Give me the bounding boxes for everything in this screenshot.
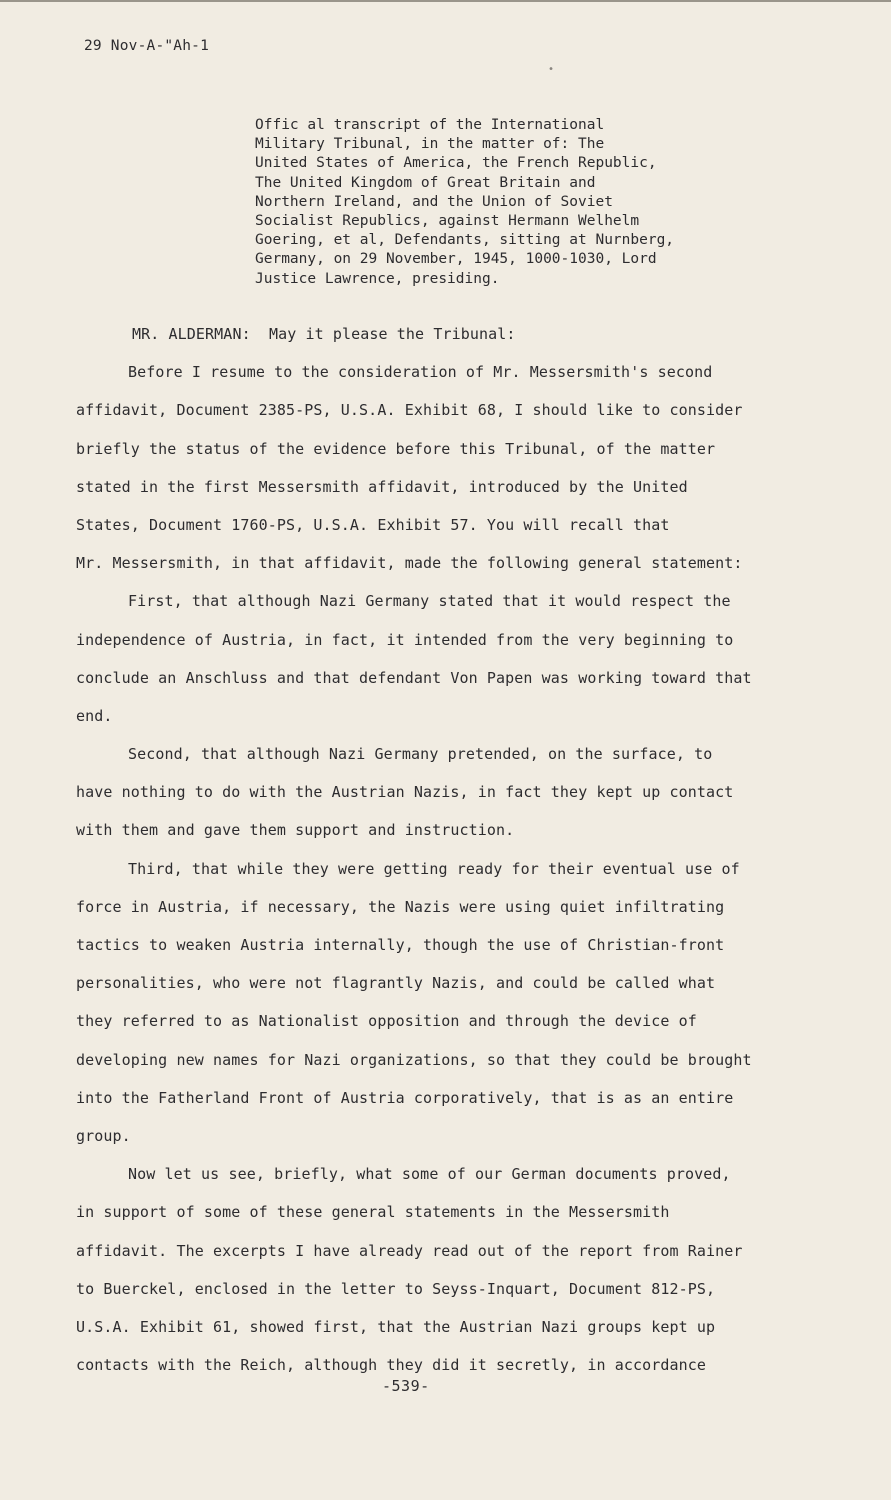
body-line: group. — [76, 1126, 131, 1145]
body-line: to Buerckel, enclosed in the letter to Seyss-Inquart, Document 812-PS, — [76, 1279, 716, 1298]
body-line: developing new names for Nazi organizations, so that they could be brought — [76, 1050, 752, 1069]
body-line: States, Document 1760-PS, U.S.A. Exhibit 57. You will recall that — [76, 515, 670, 534]
body-line: with them and gave them support and instruction. — [76, 821, 515, 840]
heading-line: Goering, et al, Defendants, sitting at Nurnberg, — [255, 232, 675, 249]
body-line: into the Fatherland Front of Austria corporatively, that is as an entire — [76, 1088, 734, 1107]
body-line: force in Austria, if necessary, the Nazis were using quiet infiltrating — [76, 897, 725, 916]
body-line: personalities, who were not flagrantly Nazis, and could be called what — [76, 974, 716, 993]
heading-line: Offic al transcript of the International — [255, 117, 605, 133]
body-line: Now let us see, briefly, what some of our German documents proved, — [128, 1165, 731, 1184]
body-line: they referred to as Nationalist opposition and through the device of — [76, 1012, 697, 1031]
transcript-body — [76, 315, 796, 1384]
heading-line: Justice Lawrence, presiding. — [255, 270, 500, 287]
body-line: conclude an Anschluss and that defendant Von Papen was working toward that — [76, 668, 752, 687]
body-line: have nothing to do with the Austrian Nazis, in fact they kept up contact — [76, 783, 734, 802]
body-line: Mr. Messersmith, in that affidavit, made the following general statement: — [76, 554, 743, 573]
body-line: Second, that although Nazi Germany pretended, on the surface, to — [128, 745, 713, 764]
page-number: -539- — [382, 1377, 430, 1395]
body-line: tactics to weaken Austria internally, though the use of Christian-front — [76, 936, 725, 954]
body-line: affidavit, Document 2385-PS, U.S.A. Exhibit 68, I should like to consider — [76, 401, 743, 420]
speaker-statement: May it please the Tribunal: — [268, 325, 516, 343]
body-line: stated in the first Messersmith affidavit, introduced by the United — [76, 477, 688, 496]
body-line: contacts with the Reich, although they did it secretly, in accordance — [76, 1356, 707, 1375]
page-header-reference: 29 Nov-A-"Ah-1 — [84, 38, 210, 54]
heading-line: Socialist Republics, against Hermann Welhelm — [255, 213, 640, 230]
body-line: briefly the status of the evidence before this Tribunal, of the matter — [76, 439, 716, 458]
heading-line: United States of America, the French Republic, — [255, 155, 657, 172]
heading-line: Germany, on 29 November, 1945, 1000-1030, Lord — [255, 251, 657, 268]
ink-speck: • — [548, 64, 555, 75]
body-line: end. — [76, 706, 113, 725]
heading-line: Military Tribunal, in the matter of: The — [255, 136, 605, 153]
speaker-name: MR. ALDERMAN: — [132, 325, 251, 343]
heading-line: The United Kingdom of Great Britain and — [255, 174, 596, 191]
body-line: affidavit. The excerpts I have already read out of the report from Rainer — [76, 1241, 743, 1260]
body-line: First, that although Nazi Germany stated that it would respect the — [128, 592, 731, 611]
body-line: Third, that while they were getting ready for their eventual use of — [128, 859, 740, 878]
body-line: U.S.A. Exhibit 61, showed first, that the Austrian Nazi groups kept up — [76, 1317, 716, 1336]
speaker-line — [76, 315, 796, 353]
heading-line: Northern Ireland, and the Union of Soviet — [255, 193, 613, 210]
body-line: Before I resume to the consideration of Mr. Messersmith's second — [128, 363, 713, 382]
body-line: independence of Austria, in fact, it intended from the very beginning to — [76, 630, 734, 649]
body-line: in support of some of these general statements in the Messersmith — [76, 1203, 670, 1222]
transcript-heading — [255, 116, 725, 289]
